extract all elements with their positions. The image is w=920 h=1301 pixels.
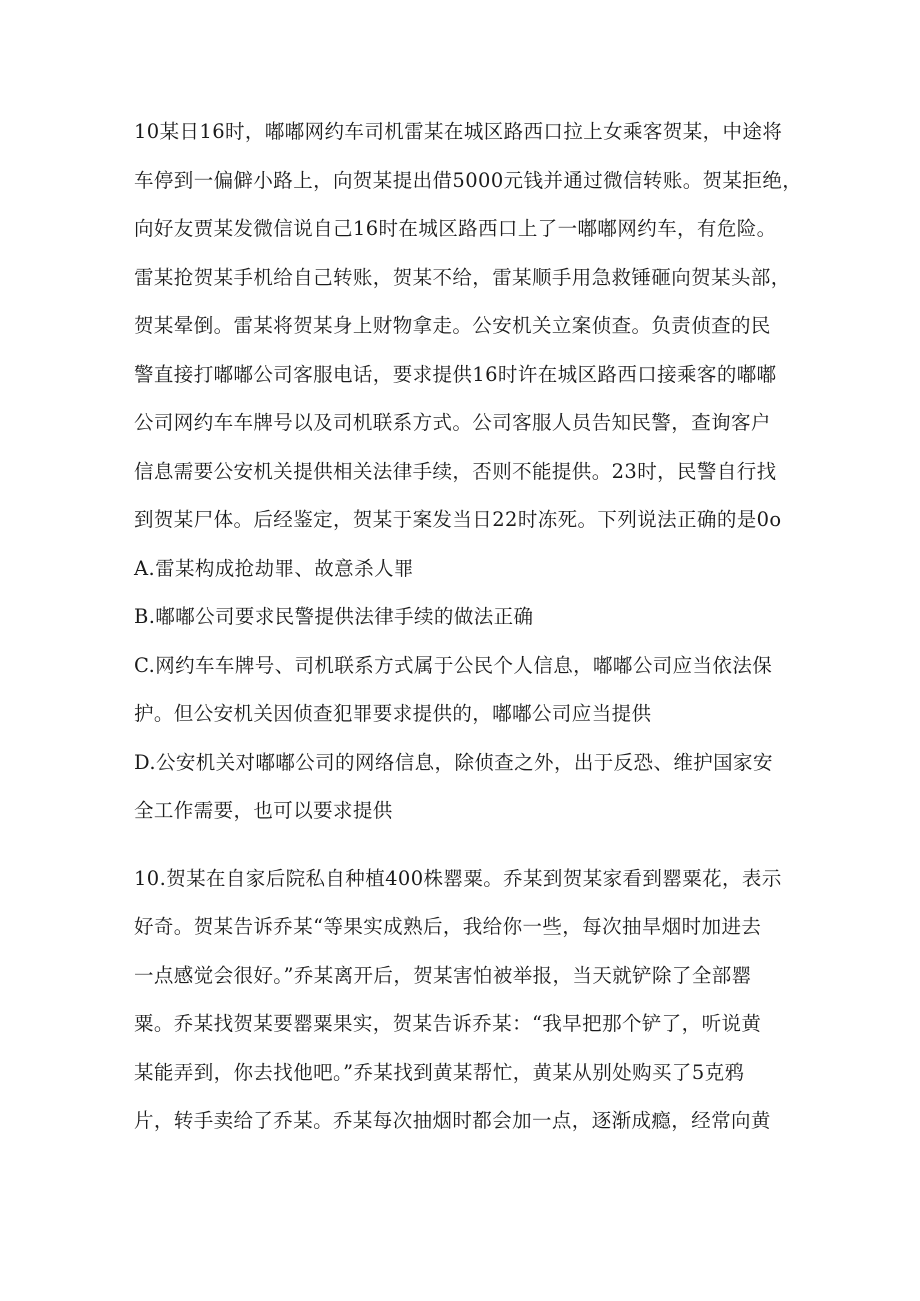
- q1-stem-line: 贺某晕倒。雷某将贺某身上财物拿走。公安机关立案侦查。负责侦查的民: [134, 314, 771, 337]
- q2-stem-line: 一点感觉会很好。”乔某离开后，贺某害怕被举报，当天就铲除了全部罂: [134, 964, 752, 987]
- q2-stem-line: 粟。乔某找贺某要罂粟果实，贺某告诉乔某：“我早把那个铲了，听说黄: [134, 1012, 762, 1035]
- q1-stem-line: 向好友贾某发微信说自己16时在城区路西口上了一嘟嘟网约车，有危险。: [134, 217, 777, 240]
- q1-option-c: C.网约车车牌号、司机联系方式属于公民个人信息，嘟嘟公司应当依法保: [134, 654, 773, 677]
- q1-option-c-cont: 护。但公安机关因侦查犯罪要求提供的，嘟嘟公司应当提供: [134, 702, 652, 725]
- q1-stem-line: 公司网约车车牌号以及司机联系方式。公司客服人员告知民警，查询客户: [134, 411, 771, 434]
- q1-stem-line: 雷某抢贺某手机给自己转账，贺某不给，雷某顺手用急救锤砸向贺某头部，: [134, 266, 791, 289]
- q1-stem-line: 到贺某尸体。后经鉴定，贺某于案发当日22时冻死。下列说法正确的是0o: [134, 508, 782, 531]
- q2-stem-line: 好奇。贺某告诉乔某“等果实成熟后，我给你一些，每次抽旱烟时加进去: [134, 915, 762, 938]
- q2-stem-line: 某能弄到，你去找他吧。”乔某找到黄某帮忙，黄某从别处购买了5克鸦: [134, 1061, 745, 1084]
- q2-stem-line: 10.贺某在自家后院私自种植400株罂粟。乔某到贺某家看到罂粟花，表示: [134, 867, 782, 890]
- q1-stem-line: 警直接打嘟嘟公司客服电话，要求提供16时许在城区路西口接乘客的嘟嘟: [134, 363, 777, 386]
- q2-stem-line: 片，转手卖给了乔某。乔某每次抽烟时都会加一点，逐渐成瘾，经常向黄: [134, 1109, 771, 1132]
- q1-option-d: D.公安机关对嘟嘟公司的网络信息，除侦查之外，出于反恐、维护国家安: [134, 751, 773, 774]
- q1-option-d-cont: 全工作需要，也可以要求提供: [134, 799, 393, 822]
- q1-stem-line: 信息需要公安机关提供相关法律手续，否则不能提供。23时，民警自行找: [134, 460, 777, 483]
- q1-stem-line: 车停到一偏僻小路上，向贺某提出借5000元钱并通过微信转账。贺某拒绝，: [134, 169, 803, 192]
- q1-stem-line: 10某日16时，嘟嘟网约车司机雷某在城区路西口拉上女乘客贺某，中途将: [134, 120, 783, 143]
- q1-option-b: B.嘟嘟公司要求民警提供法律手续的做法正确: [134, 605, 534, 628]
- q1-option-a: A.雷某构成抢劫罪、故意杀人罪: [134, 557, 414, 580]
